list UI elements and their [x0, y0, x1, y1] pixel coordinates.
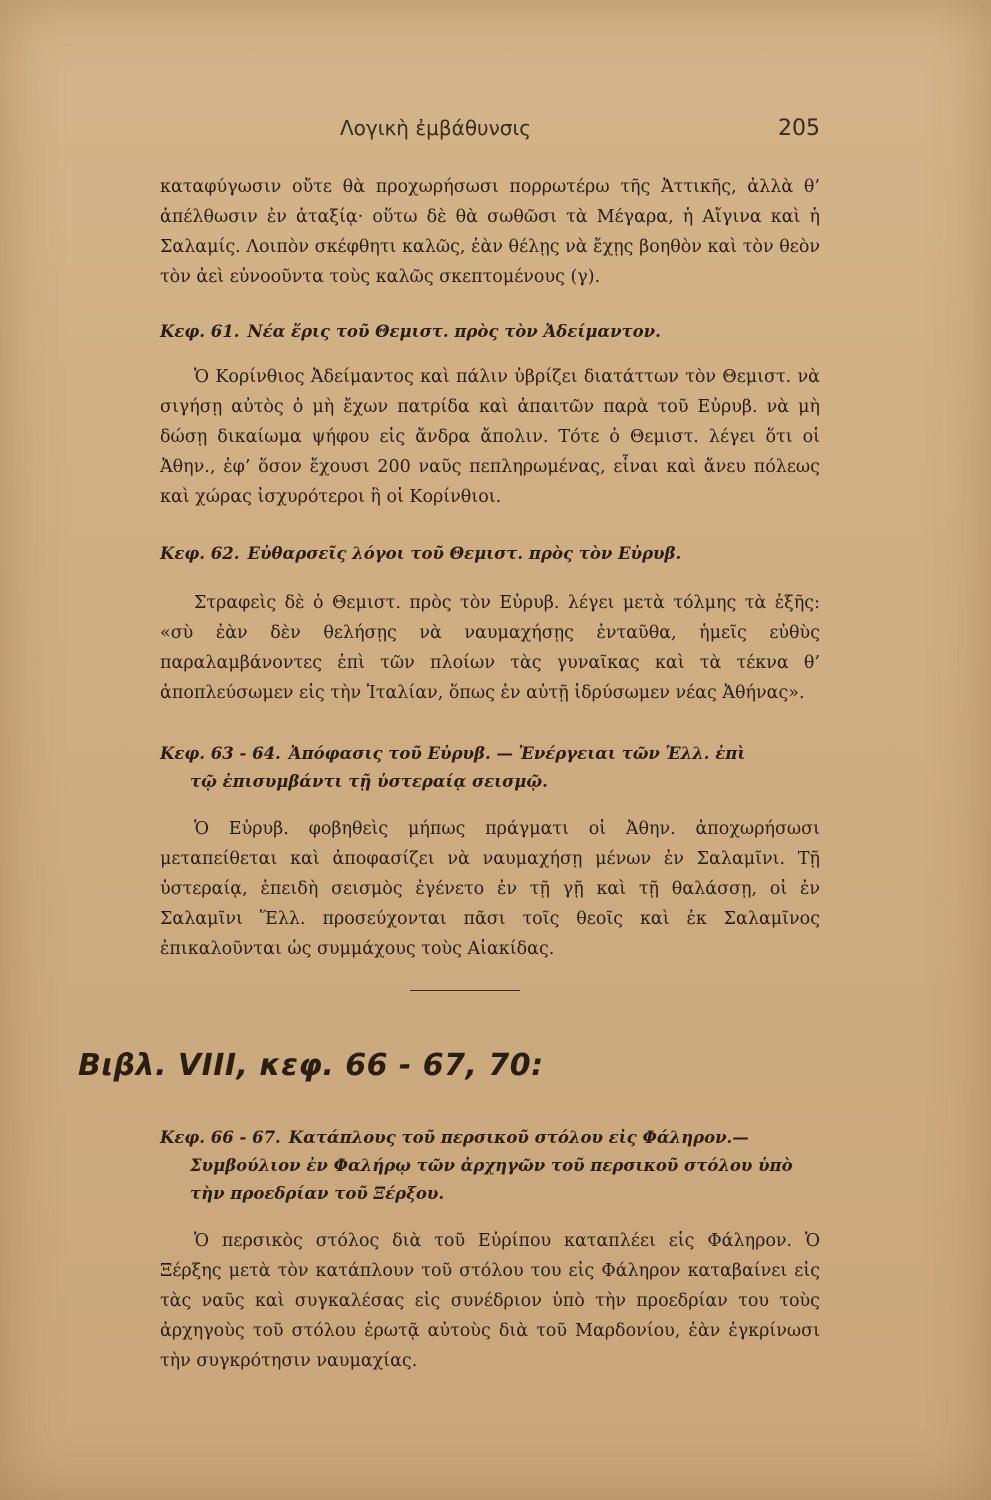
book-section-title: Βιβλ. VIII, κεφ. 66 - 67, 70: — [78, 1048, 544, 1083]
paragraph-chapter-61: Ὁ Κορίνθιος Ἀδείμαντος καὶ πάλιν ὑβρίζει διατάττων τὸν Θεμιστ. νὰ σιγήσῃ αὐτὸς ὁ μὴ ἔχων πατρίδα καὶ ἀπαιτῶν παρὰ τοῦ Εὐρυβ. νὰ μὴ δώσῃ δικαίωμα ψήφου εἰς ἄνδρα ἄπολιν. Τότε ὁ Θεμιστ. λέγει ὅτι οἱ Ἀθην., ἐφ’ ὅσον ἔχουσι 200 ναῦς πεπληρωμένας, εἶναι καὶ ἄνευ πόλεως καὶ χώρας ἰσχυρότεροι ἢ οἱ Κορίνθιοι. — [160, 367, 820, 507]
paragraph-chapter-63: Ὁ Εὐρυβ. φοβηθεὶς μήπως πράγματι οἱ Ἀθην. ἀποχωρήσωσι μεταπείθεται καὶ ἀποφασίζει νὰ ναυμαχήσῃ μένων ἐν Σαλαμῖνι. Τῇ ὑστεραίᾳ, ἐπειδὴ σεισμὸς ἐγένετο ἐν τῇ γῇ καὶ τῇ θαλάσσῃ, οἱ ἐν Σαλαμῖνι Ἕλλ. προσεύχονται πᾶσι τοῖς θεοῖς καὶ ἐκ Σαλαμῖνος ἐπικαλοῦνται ὡς συμμάχους τοὺς Αἰακίδας. — [160, 819, 820, 959]
chapter-61-title: Νέα ἔρις τοῦ Θεμιστ. πρὸς τὸν Ἀδείμαντον. — [247, 322, 661, 341]
chapter-63-label: Κεφ. 63 - 64. — [160, 744, 281, 763]
chapter-61-heading — [160, 318, 820, 346]
chapter-66-title-line3: τὴν προεδρίαν τοῦ Ξέρξου. — [190, 1184, 445, 1203]
chapter-63-title-line2: τῷ ἐπισυμβάντι τῇ ὑστεραίᾳ σεισμῷ. — [190, 772, 548, 791]
chapter-66-title-line2: Συμβούλιον ἐν Φαλήρῳ τῶν ἀρχηγῶν τοῦ περσικοῦ στόλου ὑπὸ — [190, 1156, 793, 1175]
page-header — [160, 116, 820, 146]
page-number: 205 — [778, 116, 820, 141]
running-title: Λογικὴ ἐμβάθυνσις — [340, 116, 531, 140]
chapter-62-heading — [160, 540, 820, 568]
chapter-63-heading — [160, 740, 820, 796]
chapter-66-heading — [160, 1124, 820, 1208]
paragraph-continuation: καταφύγωσιν οὔτε θὰ προχωρήσωσι πορρωτέρω τῆς Ἀττικῆς, ἀλλὰ θ’ ἀπέλθωσιν ἐν ἀταξίᾳ· οὕτω δὲ θὰ σωθῶσι τὰ Μέγαρα, ἡ Αἴγινα καὶ ἡ Σαλαμίς. Λοιπὸν σκέφθητι καλῶς, ἐὰν θέλῃς νὰ ἔχῃς βοηθὸν καὶ τὸν θεὸν τὸν ἀεὶ εὐνοοῦντα τοὺς καλῶς σκεπτομένους (γ). — [160, 177, 820, 287]
paragraph-chapter-66: Ὁ περσικὸς στόλος διὰ τοῦ Εὐρίπου καταπλέει εἰς Φάληρον. Ὁ Ξέρξης μετὰ τὸν κατάπλουν τοῦ στόλου του εἰς Φάληρον καταβαίνει εἰς τὰς ναῦς καὶ συγκαλέσας εἰς συνέδριον ὑπὸ τὴν προεδρίαν του τοὺς ἀρχηγοὺς τοῦ στόλου ἐρωτᾷ αὐτοὺς διὰ τοῦ Μαρδονίου, ἐὰν ἐγκρίνωσι τὴν συγκρότησιν ναυμαχίας. — [160, 1231, 820, 1371]
chapter-63-title-line1: Ἀπόφασις τοῦ Εὐρυβ. — Ἐνέργειαι τῶν Ἑλλ. ἐπὶ — [288, 744, 746, 763]
chapter-66-label: Κεφ. 66 - 67. — [160, 1128, 281, 1147]
chapter-62-title: Εὐθαρσεῖς λόγοι τοῦ Θεμιστ. πρὸς τὸν Εὐρυβ. — [247, 544, 682, 563]
chapter-62-label: Κεφ. 62. — [160, 544, 240, 563]
paragraph-chapter-62: Στραφεὶς δὲ ὁ Θεμιστ. πρὸς τὸν Εὐρυβ. λέγει μετὰ τόλμης τὰ ἑξῆς: «σὺ ἐὰν δὲν θελήσῃς νὰ ναυμαχήσῃς ἐνταῦθα, ἡμεῖς εὐθὺς παραλαμβάνοντες ἐπὶ τῶν πλοίων τὰς γυναῖκας καὶ τὰ τέκνα θ’ ἀποπλεύσωμεν εἰς τὴν Ἰταλίαν, ὅπως ἐν αὐτῇ ἱδρύσωμεν νέας Ἀθήνας». — [160, 593, 820, 703]
chapter-66-title-line1: Κατάπλους τοῦ περσικοῦ στόλου εἰς Φάληρον.— — [288, 1128, 749, 1147]
chapter-61-label: Κεφ. 61. — [160, 322, 240, 341]
section-divider — [410, 990, 520, 991]
